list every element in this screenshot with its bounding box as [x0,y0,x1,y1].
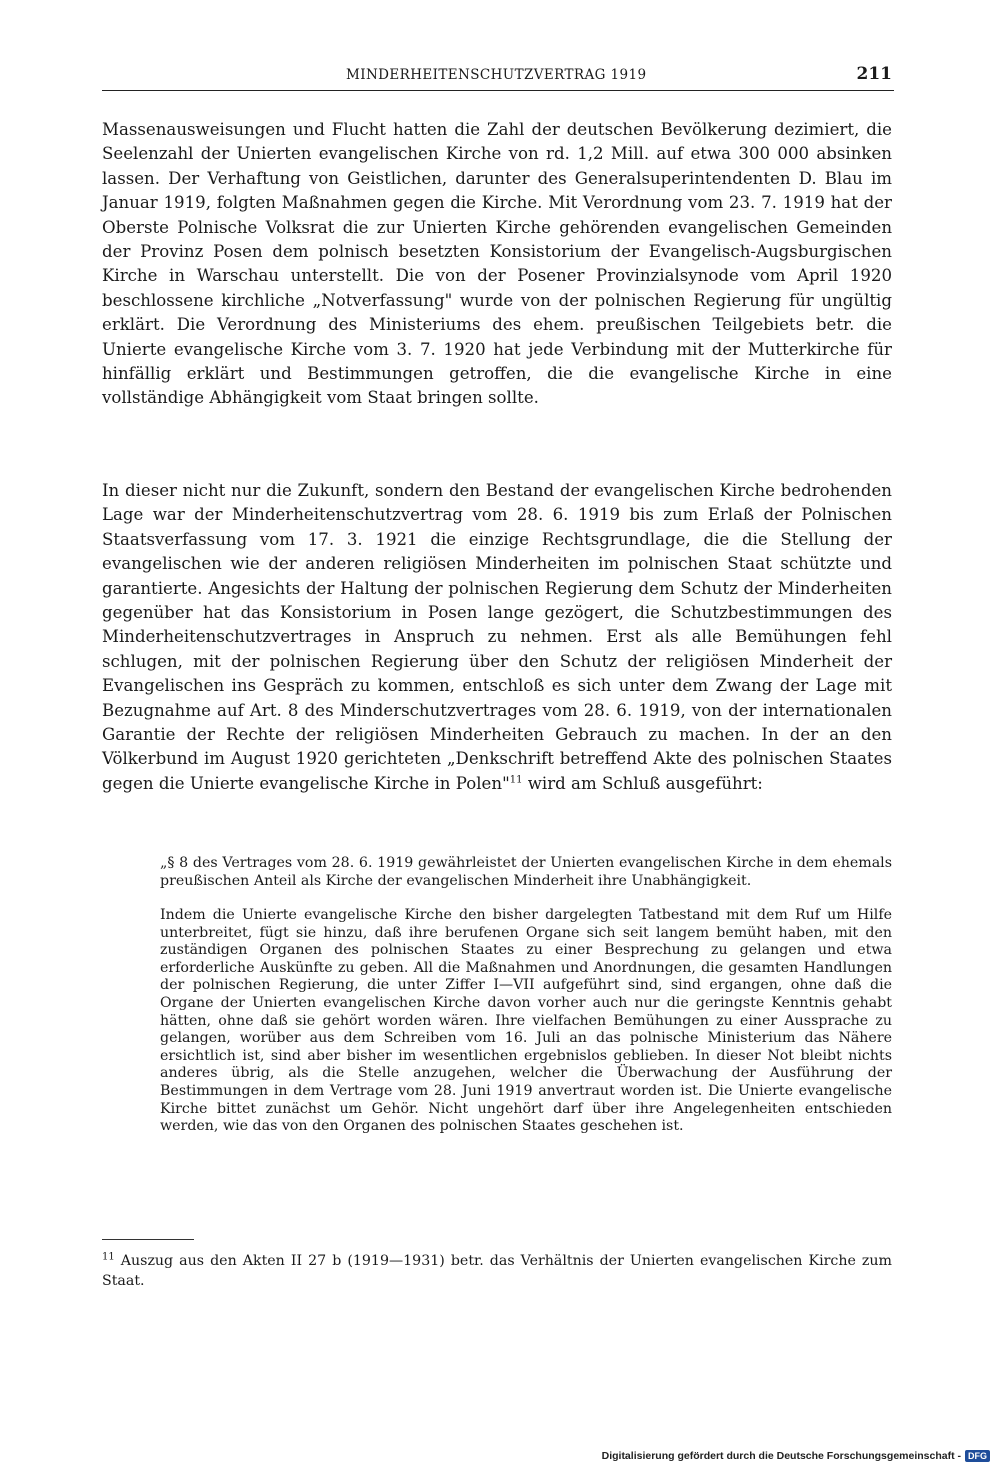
running-title: MINDERHEITENSCHUTZVERTRAG 1919 [346,67,647,83]
page-header [102,64,894,91]
credit-text: Digitalisierung gefördert durch die Deutsche Forschungsgemeinschaft - [601,1450,961,1462]
body-paragraph-1: Massenausweisungen und Flucht hatten die Zahl der deutschen Bevölkerung dezimiert, die Seelenzahl der Unierten evangelischen Kirche von rd. 1,2 Mill. auf etwa 300 000 absinken lassen. Der Verhaftung von Geistlichen, darunter des Generalsuperintendenten D. Blau im Januar 1919, folgten Maßnahmen gegen die Kirche. Mit Verordnung vom 23. 7. 1919 hat der Oberste Polnische Volksrat die zur Unierten Kirche gehörenden evangelischen Gemeinden der Provinz Posen dem polnisch besetzten Konsistorium der Evangelisch-Augsburgischen Kirche in Warschau unterstellt. Die von der Posener Provinzialsynode vom April 1920 beschlossene kirchliche „Notverfassung" wurde von der polnischen Regierung für ungültig erklärt. Die Verordnung des Ministeriums des ehem. preußischen Teilgebiets betr. die Unierte evangelische Kirche vom 3. 7. 1920 hat jede Verbindung mit der Mutterkirche für hinfällig erklärt und Bestimmungen getroffen, die die evangelische Kirche in eine vollständige Abhängigkeit vom Staat bringen sollte. [102,120,892,408]
digitization-credit [602,1450,990,1462]
dfg-logo-icon: DFG [965,1450,990,1462]
footnote-reference: 11 [509,774,523,786]
page-number: 211 [856,64,892,84]
footnote-text: Auszug aus den Akten II 27 b (1919—1931) betr. das Verhältnis der Unierten evangelischen Kirche zum Staat. [102,1253,892,1289]
footnote-divider [102,1239,194,1240]
body-paragraph-2 [102,479,892,796]
quote-paragraph-1: „§ 8 des Vertrages vom 28. 6. 1919 gewährleistet der Unierten evangelischen Kirche in dem ehemals preußischen Anteil als Kirche der evangelischen Minderheit ihre Unabhängigkeit. [160,855,892,889]
footnote [102,1251,892,1291]
paragraph-2-end: wird am Schluß ausgeführt: [522,773,763,793]
paragraph-2-text: In dieser nicht nur die Zukunft, sondern den Bestand der evangelischen Kirche bedrohenden Lage war der Minderheitenschutzvertrag vom 28. 6. 1919 bis zum Erlaß der Polnischen Staatsverfassung vom 17. 3. 1921 die einzige Rechtsgrundlage, die die Stellung der evangelischen wie der anderen religiösen Minderheiten im polnischen Staat schützte und garantierte. Angesichts der Haltung der polnischen Regierung dem Schutz der Minderheiten gegenüber hat das Konsistorium in Posen lange gezögert, die Schutzbestimmungen des Minderheitenschutzvertrages in Anspruch zu nehmen. Erst als alle Bemühungen fehl schlugen, mit der polnischen Regierung über den Schutz der religiösen Minderheit der Evangelischen ins Gespräch zu kommen, entschloß es sich unter dem Zwang der Lage mit Bezugnahme auf Art. 8 des Minderschutzvertrages vom 28. 6. 1919, von der internationalen Garantie der Rechte der religiösen Minderheiten Gebrauch zu machen. In der an den Völkerbund im August 1920 gerichteten „Denkschrift betreffend Akte des polnischen Staates gegen die Unierte evangelische Kirche in Polen" [102,481,892,793]
quote-paragraph-2: Indem die Unierte evangelische Kirche den bisher dargelegten Tatbestand mit dem Ruf um Hilfe unterbreitet, fügt sie hinzu, daß ihre berufenen Organe sich seit langem bemüht haben, mit den zuständigen Organen des polnischen Staates zu einer Besprechung zu gelangen und etwa erforderliche Auskünfte zu geben. All die Maßnahmen und Anordnungen, die gesamten Handlungen der polnischen Regierung, die unter Ziffer I—VII aufgeführt sind, sind ergangen, ohne daß die Organe der Unierten evangelischen Kirche davon vorher auch nur die geringste Kenntnis gehabt hätten, ohne daß sie gehört worden wären. Ihre vielfachen Bemühungen zu einer Aussprache zu gelangen, worüber aus dem Schreiben vom 16. Juli an das polnische Ministerium das Nähere ersichtlich ist, sind aber bisher im wesentlichen ergebnislos geblieben. In dieser Not bleibt nichts anderes übrig, als die Stelle anzugehen, welcher die Überwachung der Ausführung der Bestimmungen in dem Vertrage vom 28. Juni 1919 anvertraut worden ist. Die Unierte evangelische Kirche bittet zunächst um Gehör. Nicht ungehört darf über ihre Angelegenheiten entschieden werden, wie das von den Organen des polnischen Staates geschehen ist. [160,907,892,1135]
footnote-marker: 11 [102,1251,115,1263]
